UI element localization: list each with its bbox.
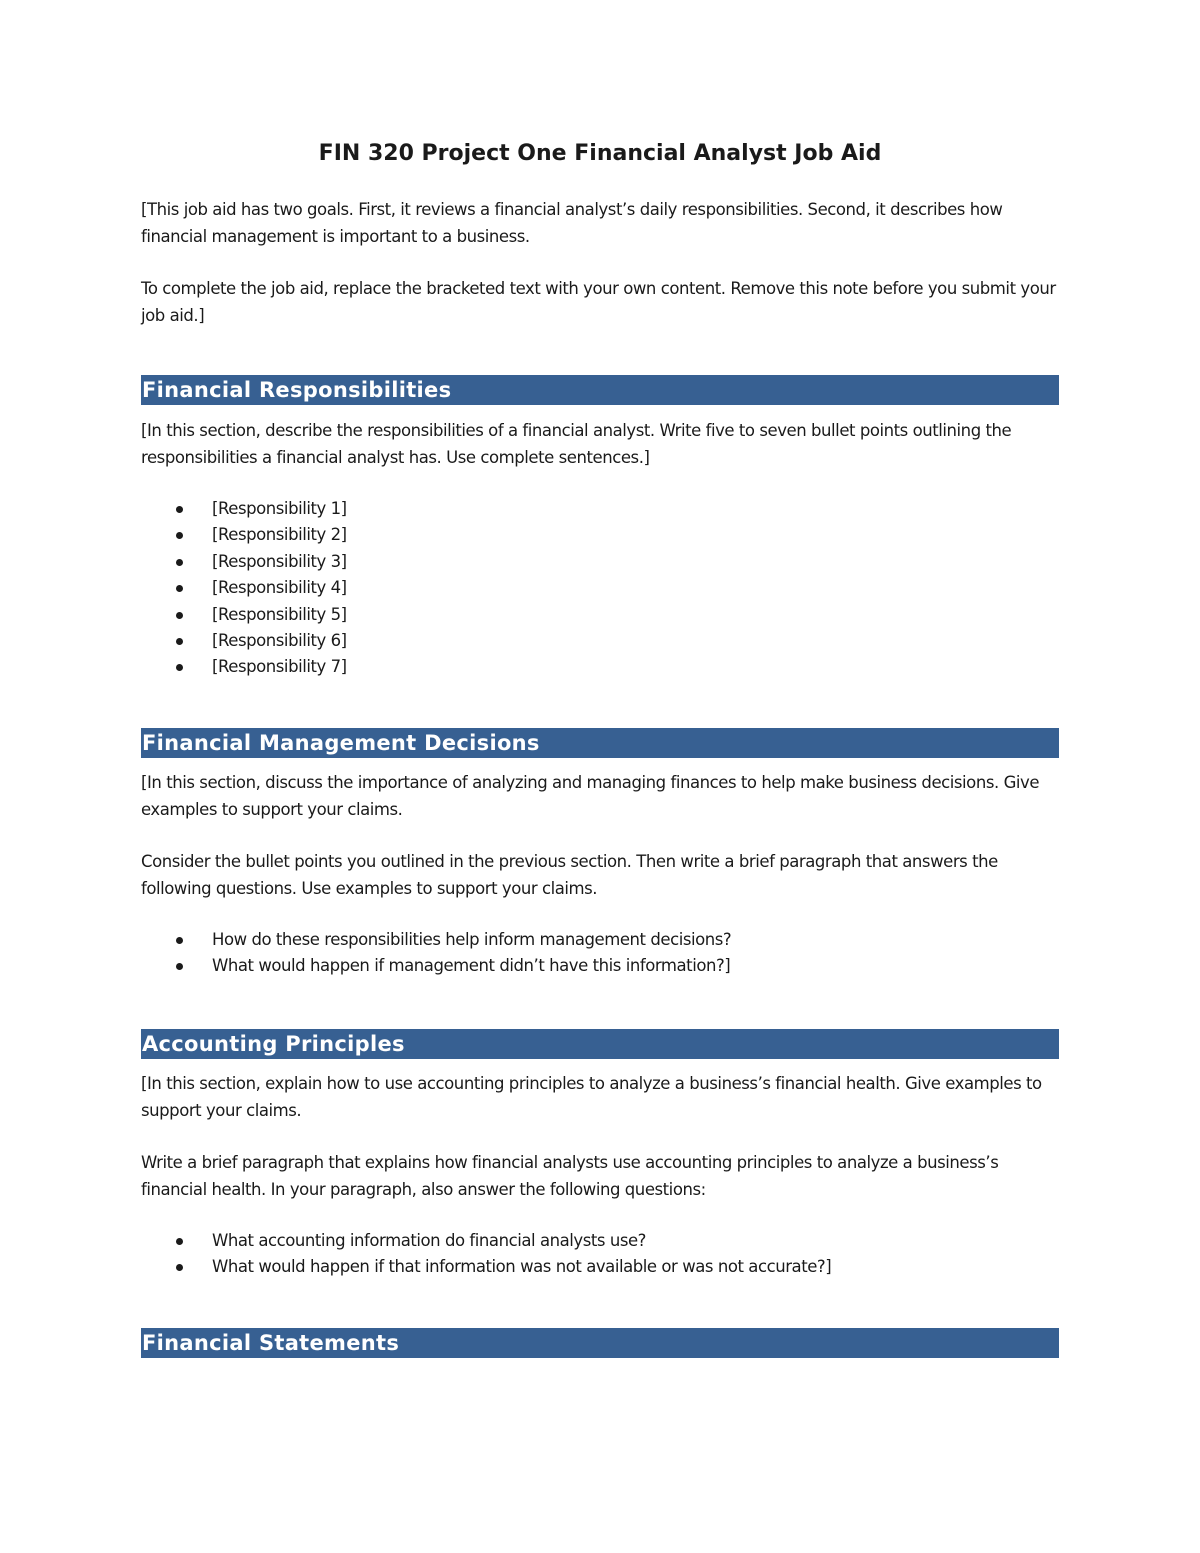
section-3-bullet-list [141, 1228, 1059, 1281]
bullet-icon [176, 532, 183, 539]
intro-paragraph-1: [This job aid has two goals. First, it reviews a financial analyst’s daily responsibilities. Second, it describes how financial management is important to a business. [141, 200, 1003, 246]
intro-paragraph-2: To complete the job aid, replace the bracketed text with your own content. Remove this note before you submit your job aid.] [141, 279, 1056, 325]
section-heading-financial-statements: Financial Statements [141, 1328, 1059, 1358]
section-2-paragraph-2: Consider the bullet points you outlined in the previous section. Then write a brief paragraph that answers the following questions. Use examples to support your claims. [141, 852, 998, 898]
bullet-icon [176, 1264, 183, 1271]
section-2-bullet-list [141, 927, 1059, 980]
bullet-icon [176, 963, 183, 970]
section-3-paragraph-2: Write a brief paragraph that explains how financial analysts use accounting principles to analyze a business’s financial health. In your paragraph, also answer the following questions: [141, 1153, 999, 1199]
section-heading-accounting-principles: Accounting Principles [141, 1029, 1059, 1059]
list-item: What would happen if management didn’t have this information?] [141, 953, 1059, 979]
list-item: What accounting information do financial analysts use? [141, 1228, 1059, 1254]
section-1-bullet-list [141, 496, 1059, 681]
list-item: [Responsibility 4] [141, 575, 1059, 601]
section-3-paragraph-1: [In this section, explain how to use accounting principles to analyze a business’s financial health. Give examples to support your claims. [141, 1074, 1042, 1120]
list-item: What would happen if that information was not available or was not accurate?] [141, 1254, 1059, 1280]
list-item: [Responsibility 6] [141, 628, 1059, 654]
bullet-icon [176, 612, 183, 619]
list-item: [Responsibility 7] [141, 654, 1059, 680]
section-2-paragraph-1: [In this section, discuss the importance of analyzing and managing finances to help make business decisions. Give examples to support your claims. [141, 773, 1040, 819]
bullet-icon [176, 506, 183, 513]
section-heading-financial-responsibilities: Financial Responsibilities [141, 375, 1059, 405]
bullet-icon [176, 638, 183, 645]
document-title: FIN 320 Project One Financial Analyst Job Aid [318, 141, 882, 166]
bullet-icon [176, 559, 183, 566]
section-1-paragraph-1: [In this section, describe the responsibilities of a financial analyst. Write five to seven bullet points outlining the responsibilities a financial analyst has. Use complete sentences.] [141, 421, 1012, 467]
list-item: How do these responsibilities help inform management decisions? [141, 927, 1059, 953]
list-item: [Responsibility 2] [141, 522, 1059, 548]
bullet-icon [176, 1238, 183, 1245]
list-item: [Responsibility 1] [141, 496, 1059, 522]
bullet-icon [176, 937, 183, 944]
section-heading-financial-management-decisions: Financial Management Decisions [141, 728, 1059, 758]
list-item: [Responsibility 3] [141, 549, 1059, 575]
bullet-icon [176, 585, 183, 592]
bullet-icon [176, 664, 183, 671]
list-item: [Responsibility 5] [141, 602, 1059, 628]
